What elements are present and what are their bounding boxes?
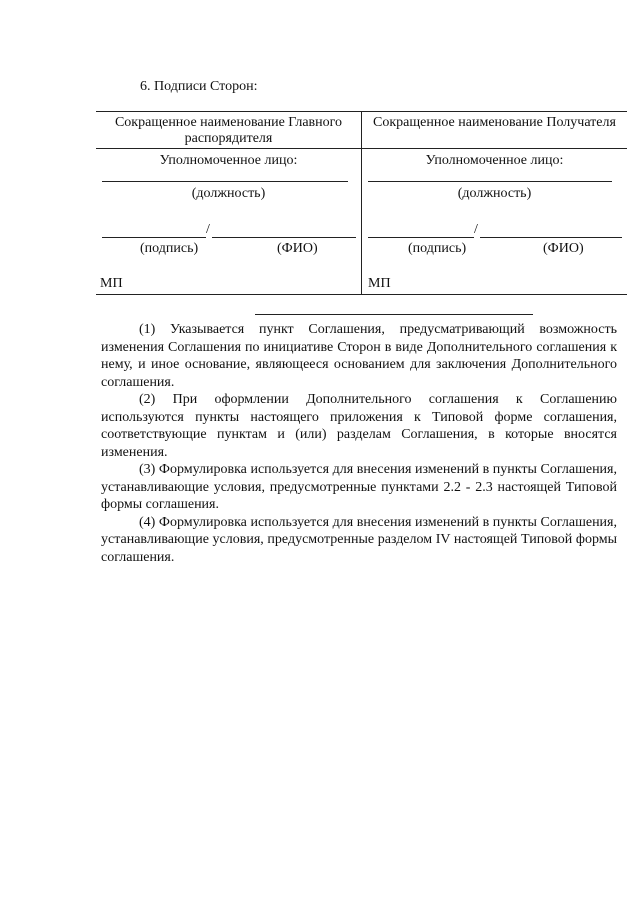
left-signature-label: (подпись) xyxy=(140,241,199,256)
right-signature-label: (подпись) xyxy=(408,241,467,256)
right-position-label: (должность) xyxy=(457,186,532,201)
left-slash: / xyxy=(206,222,210,237)
right-name-label: (ФИО) xyxy=(543,241,584,256)
left-party-heading: Сокращенное наименование Главного распорядителя xyxy=(114,115,343,146)
signatures-table xyxy=(96,111,627,295)
right-signature-line xyxy=(368,237,474,238)
table-row-divider xyxy=(96,148,627,149)
left-seal: МП xyxy=(100,276,123,291)
right-authorized-person: Уполномоченное лицо: xyxy=(425,153,564,168)
left-position-label: (должность) xyxy=(191,186,266,201)
footnotes xyxy=(101,321,617,566)
footnote-3: (3) Формулировка используется для внесения изменений в пункты Соглашения, устанавливающие условия, предусмотренные пунктами 2.2 - 2.3 настоящей Типовой формы соглашения. xyxy=(101,462,617,512)
footnote-1: (1) Указывается пункт Соглашения, предусматривающий возможность изменения Соглашения по инициативе Сторон в виде Дополнительного соглашения к нему, и иное основание, являющееся основанием для заключения Дополнительного соглашения. xyxy=(101,322,617,390)
footnote-4: (4) Формулировка используется для внесения изменений в пункты Соглашения, устанавливающие условия, предусмотренные разделом IV настоящей Типовой формы соглашения. xyxy=(101,514,617,565)
right-party-heading: Сокращенное наименование Получателя xyxy=(373,115,616,130)
right-seal: МП xyxy=(368,276,391,291)
right-position-line xyxy=(368,181,612,182)
table-column-divider xyxy=(361,112,362,294)
footnote-2: (2) При оформлении Дополнительного соглашения к Соглашению используются пункты настоящего приложения к Типовой форме соглашения, соответствующие пунктам и (или) разделам Соглашения, в которые вносятся изменения. xyxy=(101,392,617,460)
left-authorized-person: Уполномоченное лицо: xyxy=(159,153,298,168)
section-title: 6. Подписи Сторон: xyxy=(140,79,258,94)
right-slash: / xyxy=(474,222,478,237)
left-name-line xyxy=(212,237,356,238)
left-position-line xyxy=(102,181,348,182)
footnote-separator xyxy=(255,314,533,315)
left-name-label: (ФИО) xyxy=(277,241,318,256)
left-signature-line xyxy=(102,237,206,238)
right-name-line xyxy=(480,237,622,238)
